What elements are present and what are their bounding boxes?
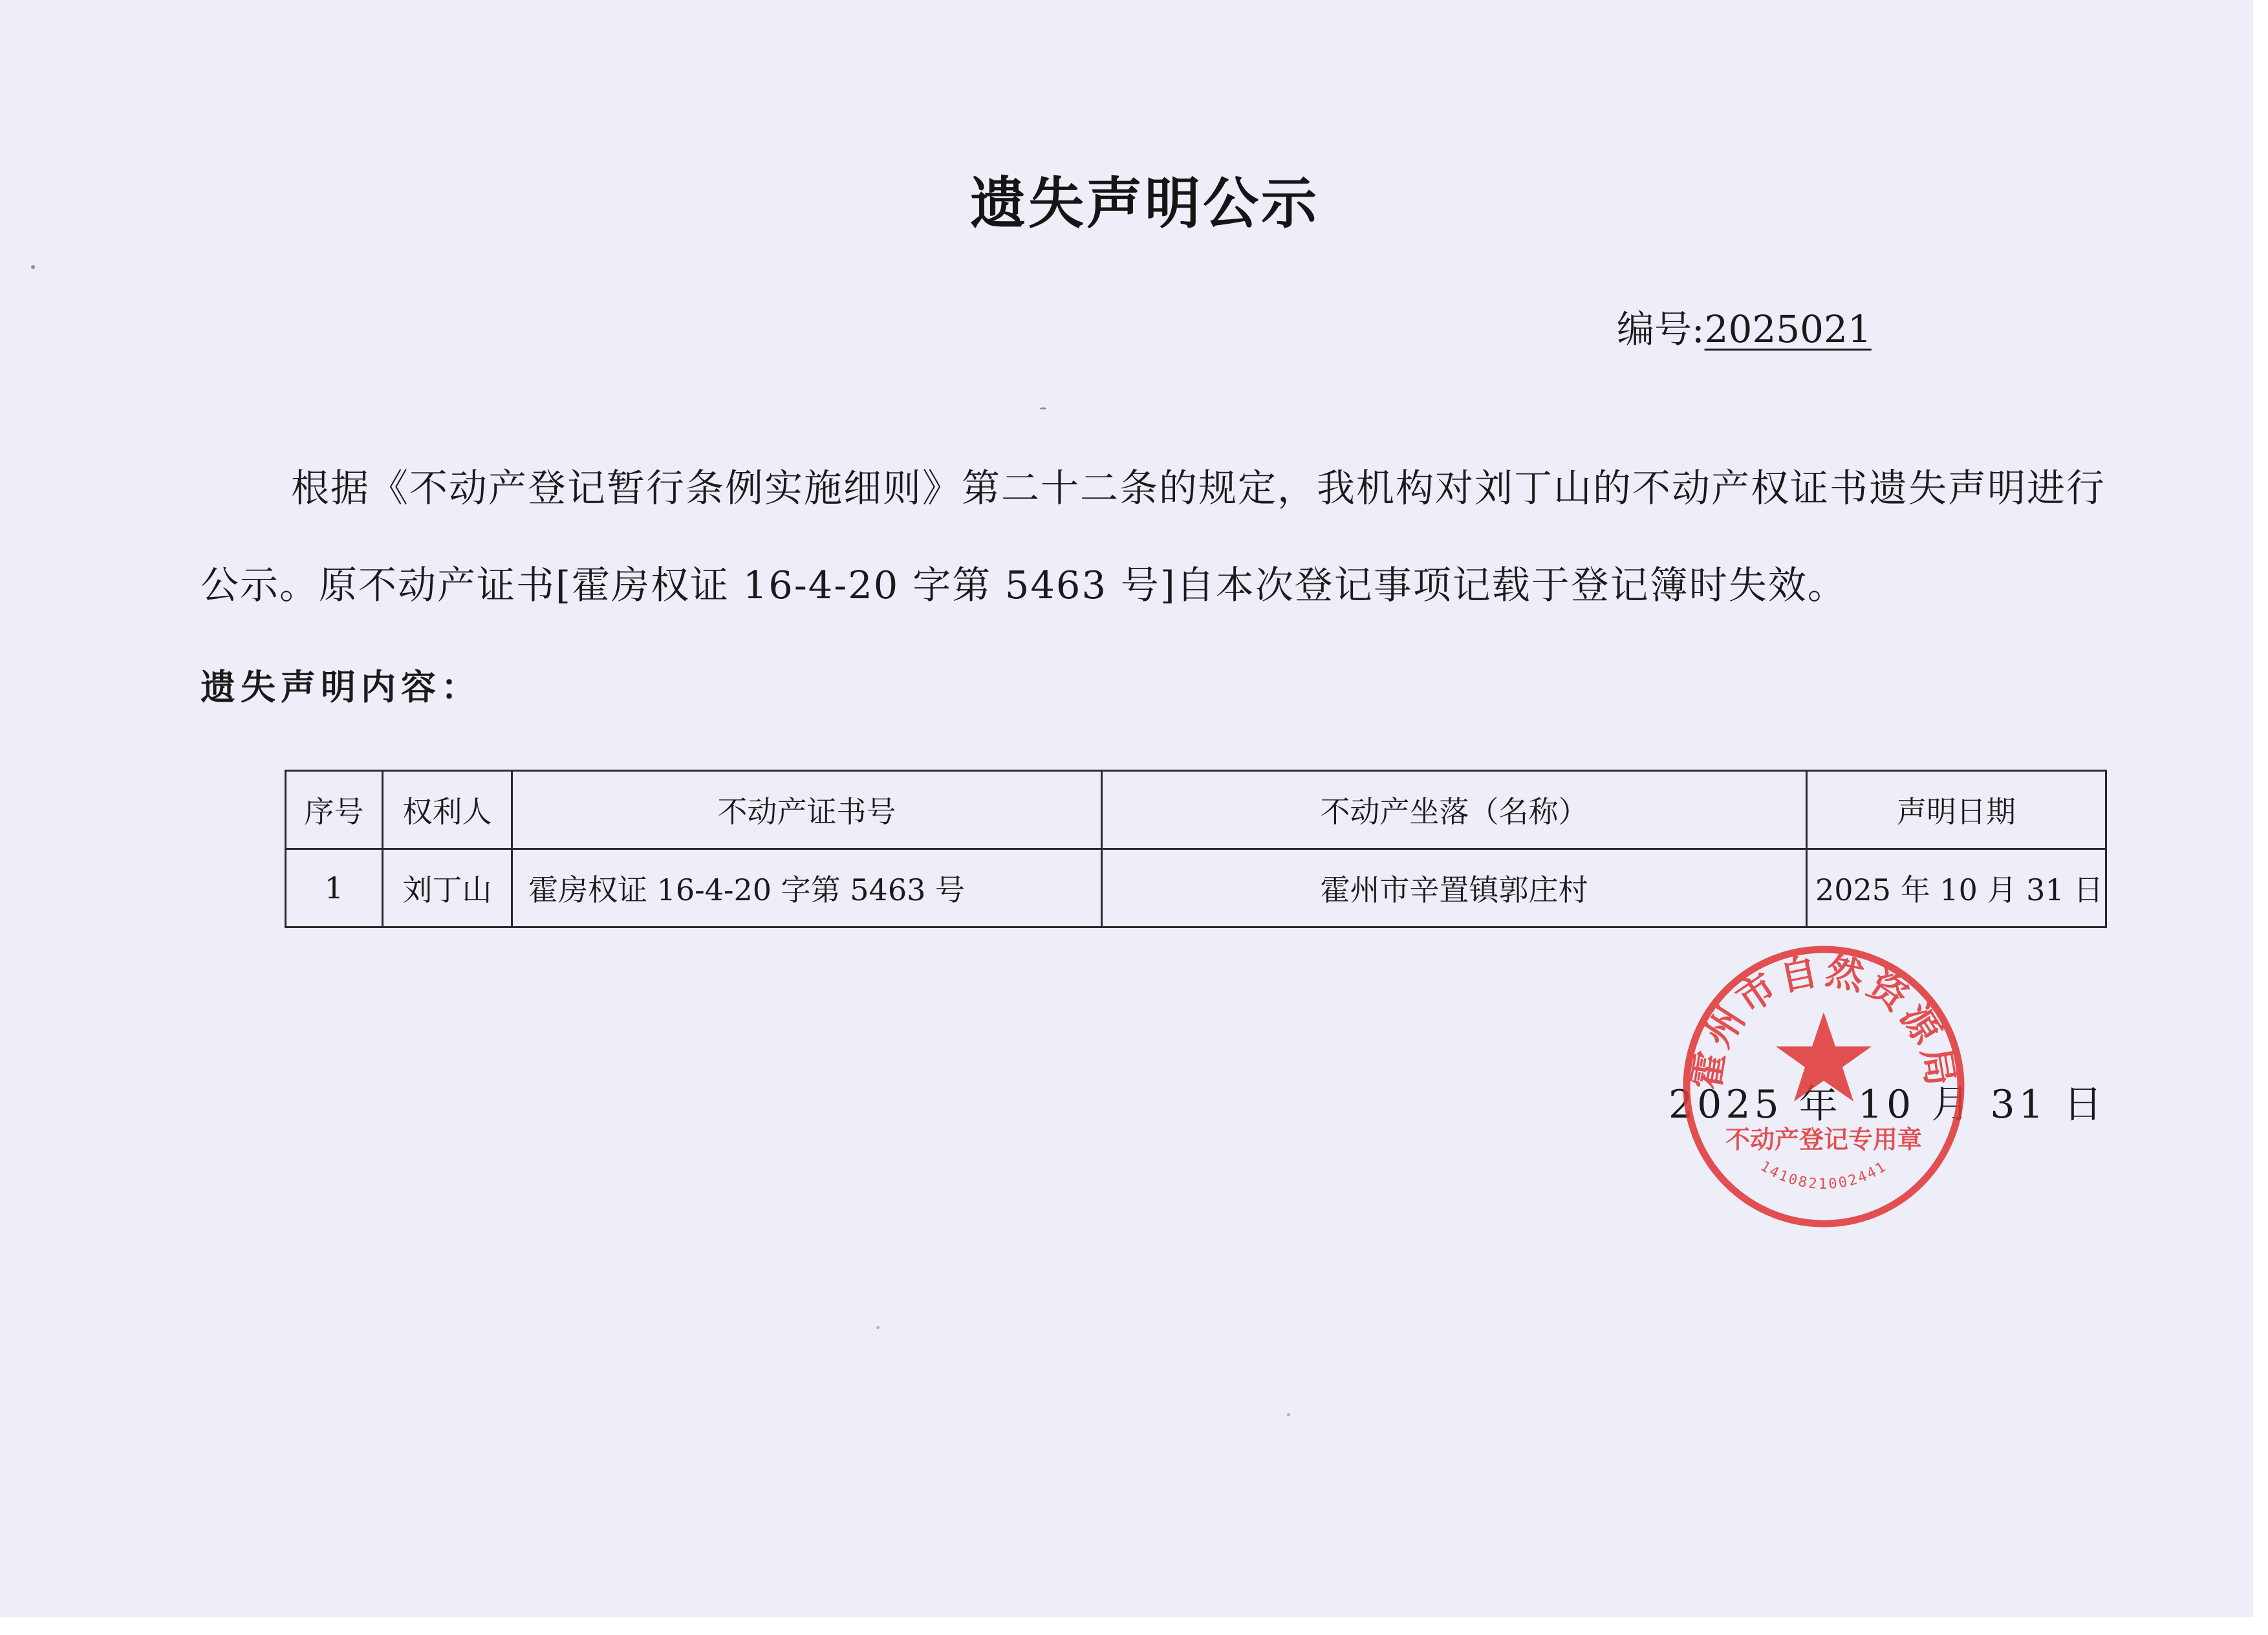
table-header-row <box>286 771 2106 849</box>
header-certificate-no: 不动产证书号 <box>512 771 1102 849</box>
header-index: 序号 <box>286 771 383 849</box>
cell-owner: 刘丁山 <box>383 849 512 927</box>
header-owner: 权利人 <box>383 771 512 849</box>
cell-date: 2025 年 10 月 31 日 <box>1807 849 2106 927</box>
scan-speck <box>876 1326 880 1329</box>
table-row <box>286 849 2106 927</box>
scan-speck <box>1287 1413 1290 1416</box>
document-number-value: 2025021 <box>1704 307 1872 351</box>
header-date: 声明日期 <box>1807 771 2106 849</box>
seal-bottom-text: 不动产登记专用章 <box>1725 1125 1923 1154</box>
cell-location: 霍州市辛置镇郭庄村 <box>1102 849 1807 927</box>
cell-index: 1 <box>286 849 383 927</box>
seal-code-text: 1410821002441 <box>1757 1158 1890 1193</box>
document-number-label: 编号: <box>1617 307 1705 351</box>
header-location: 不动产坐落（名称） <box>1102 771 1807 849</box>
announcement-paragraph: 根据《不动产登记暂行条例实施细则》第二十二条的规定，我机构对刘丁山的不动产权证书遗失声明进行公示。原不动产证书[霍房权证 16-4-20 字第 5463 号]自本次登记事项记载于登记簿时失效。 <box>200 466 2106 607</box>
cell-certificate-no: 霍房权证 16-4-20 字第 5463 号 <box>512 849 1102 927</box>
section-label: 遗失声明内容： <box>200 666 481 708</box>
scan-speck <box>31 265 35 269</box>
document-number <box>1617 299 1872 353</box>
scan-speck <box>1040 407 1046 409</box>
document-title: 遗失声明公示 <box>970 171 1319 236</box>
svg-text:1410821002441 <box>1757 1158 1890 1193</box>
declaration-table <box>285 770 2107 928</box>
signature-date: 2025 年 10 月 31 日 <box>1669 1082 2106 1127</box>
seal-star-icon <box>1776 1012 1872 1101</box>
seal-top-text: 霍州市自然资源局 <box>1683 948 1964 1093</box>
official-seal-stamp <box>1675 938 1972 1235</box>
